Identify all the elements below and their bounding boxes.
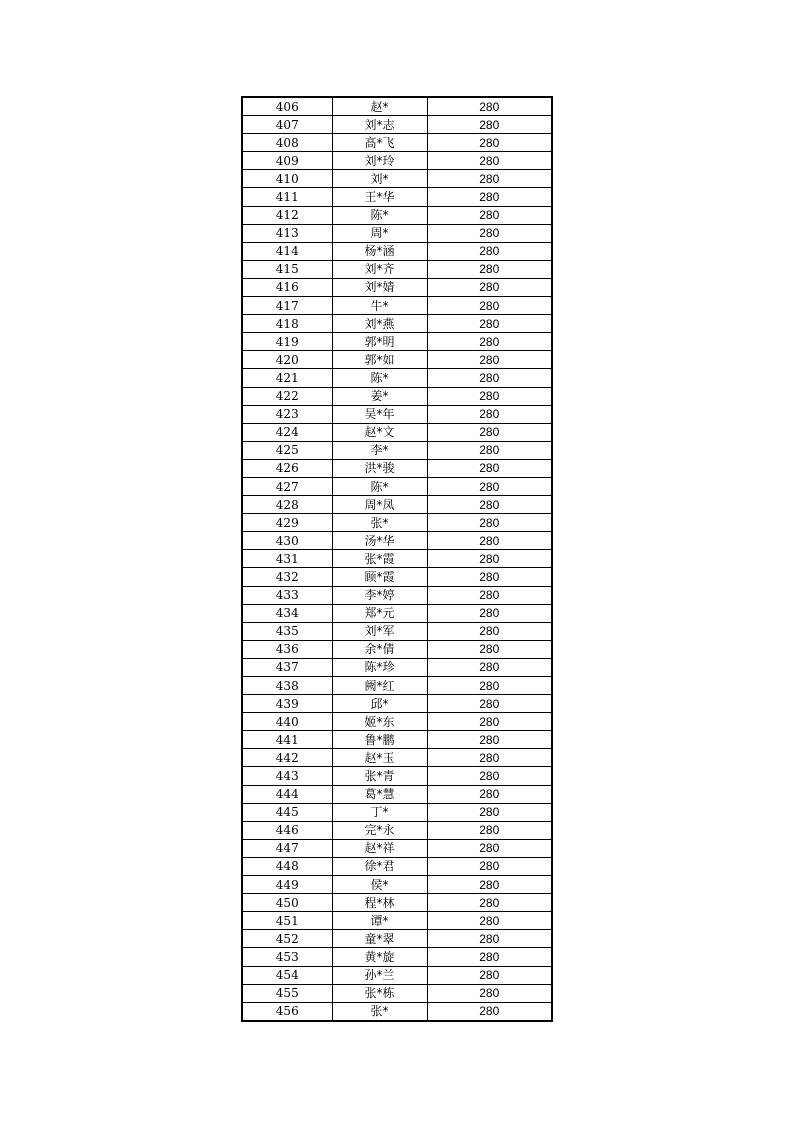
row-number-cell: 453 [242, 948, 332, 966]
name-cell: 牛* [332, 297, 427, 315]
table-row [242, 857, 552, 875]
name-cell: 葛*慧 [332, 785, 427, 803]
amount-cell: 280 [427, 532, 552, 550]
amount-cell: 280 [427, 297, 552, 315]
amount-cell: 280 [427, 550, 552, 568]
amount-cell: 280 [427, 459, 552, 477]
amount-cell: 280 [427, 242, 552, 260]
table-row [242, 640, 552, 658]
table-row [242, 695, 552, 713]
row-number-cell: 455 [242, 984, 332, 1002]
name-cell: 程*林 [332, 894, 427, 912]
row-number-cell: 449 [242, 876, 332, 894]
table-row [242, 278, 552, 296]
amount-cell: 280 [427, 857, 552, 875]
table-row [242, 586, 552, 604]
row-number-cell: 456 [242, 1002, 332, 1021]
name-cell: 陈* [332, 477, 427, 495]
name-cell: 郭*如 [332, 351, 427, 369]
amount-cell: 280 [427, 821, 552, 839]
table-row [242, 677, 552, 695]
amount-cell: 280 [427, 405, 552, 423]
table-row [242, 188, 552, 206]
name-cell: 陈* [332, 369, 427, 387]
name-cell: 童*翠 [332, 930, 427, 948]
row-number-cell: 444 [242, 785, 332, 803]
table-row [242, 876, 552, 894]
row-number-cell: 451 [242, 912, 332, 930]
row-number-cell: 415 [242, 260, 332, 278]
name-cell: 刘*燕 [332, 315, 427, 333]
name-cell: 张*霞 [332, 550, 427, 568]
amount-cell: 280 [427, 640, 552, 658]
name-cell: 杨*涵 [332, 242, 427, 260]
amount-cell: 280 [427, 658, 552, 676]
table-row [242, 496, 552, 514]
name-cell: 丁* [332, 803, 427, 821]
amount-cell: 280 [427, 152, 552, 170]
amount-cell: 280 [427, 224, 552, 242]
amount-cell: 280 [427, 749, 552, 767]
name-cell: 鲁*鹏 [332, 731, 427, 749]
name-cell: 完*永 [332, 821, 427, 839]
table-row [242, 260, 552, 278]
name-cell: 陈* [332, 206, 427, 224]
amount-cell: 280 [427, 260, 552, 278]
records-table [241, 96, 553, 1022]
row-number-cell: 431 [242, 550, 332, 568]
amount-cell: 280 [427, 1002, 552, 1021]
amount-cell: 280 [427, 586, 552, 604]
amount-cell: 280 [427, 839, 552, 857]
table-row [242, 170, 552, 188]
row-number-cell: 445 [242, 803, 332, 821]
name-cell: 张* [332, 514, 427, 532]
amount-cell: 280 [427, 912, 552, 930]
row-number-cell: 433 [242, 586, 332, 604]
table-row [242, 387, 552, 405]
row-number-cell: 442 [242, 749, 332, 767]
amount-cell: 280 [427, 315, 552, 333]
row-number-cell: 432 [242, 568, 332, 586]
table-row [242, 116, 552, 134]
name-cell: 陈*珍 [332, 658, 427, 676]
row-number-cell: 409 [242, 152, 332, 170]
row-number-cell: 406 [242, 97, 332, 116]
table-row [242, 97, 552, 116]
name-cell: 姜* [332, 387, 427, 405]
name-cell: 刘*玲 [332, 152, 427, 170]
table-row [242, 785, 552, 803]
row-number-cell: 443 [242, 767, 332, 785]
name-cell: 郑*元 [332, 604, 427, 622]
row-number-cell: 421 [242, 369, 332, 387]
amount-cell: 280 [427, 423, 552, 441]
row-number-cell: 440 [242, 713, 332, 731]
row-number-cell: 417 [242, 297, 332, 315]
name-cell: 阙*红 [332, 677, 427, 695]
name-cell: 张*栋 [332, 984, 427, 1002]
row-number-cell: 454 [242, 966, 332, 984]
amount-cell: 280 [427, 206, 552, 224]
name-cell: 赵*祥 [332, 839, 427, 857]
row-number-cell: 413 [242, 224, 332, 242]
row-number-cell: 428 [242, 496, 332, 514]
name-cell: 姬*东 [332, 713, 427, 731]
row-number-cell: 438 [242, 677, 332, 695]
table-row [242, 242, 552, 260]
amount-cell: 280 [427, 604, 552, 622]
name-cell: 余*倩 [332, 640, 427, 658]
row-number-cell: 416 [242, 278, 332, 296]
amount-cell: 280 [427, 713, 552, 731]
name-cell: 顾*霞 [332, 568, 427, 586]
table-row [242, 550, 552, 568]
table-row [242, 297, 552, 315]
name-cell: 汤*华 [332, 532, 427, 550]
name-cell: 张*青 [332, 767, 427, 785]
amount-cell: 280 [427, 97, 552, 116]
table-row [242, 369, 552, 387]
table-row [242, 405, 552, 423]
row-number-cell: 407 [242, 116, 332, 134]
table-row [242, 731, 552, 749]
row-number-cell: 424 [242, 423, 332, 441]
amount-cell: 280 [427, 876, 552, 894]
records-table-body [242, 97, 552, 1021]
table-row [242, 930, 552, 948]
table-row [242, 477, 552, 495]
table-row [242, 948, 552, 966]
name-cell: 邱* [332, 695, 427, 713]
table-row [242, 658, 552, 676]
row-number-cell: 447 [242, 839, 332, 857]
row-number-cell: 437 [242, 658, 332, 676]
amount-cell: 280 [427, 351, 552, 369]
amount-cell: 280 [427, 170, 552, 188]
amount-cell: 280 [427, 894, 552, 912]
amount-cell: 280 [427, 677, 552, 695]
table-row [242, 351, 552, 369]
table-row [242, 206, 552, 224]
table-row [242, 894, 552, 912]
amount-cell: 280 [427, 477, 552, 495]
name-cell: 刘*齐 [332, 260, 427, 278]
amount-cell: 280 [427, 116, 552, 134]
name-cell: 刘*军 [332, 622, 427, 640]
name-cell: 徐*君 [332, 857, 427, 875]
row-number-cell: 448 [242, 857, 332, 875]
name-cell: 吴*年 [332, 405, 427, 423]
table-row [242, 514, 552, 532]
table-row [242, 839, 552, 857]
row-number-cell: 425 [242, 441, 332, 459]
row-number-cell: 434 [242, 604, 332, 622]
row-number-cell: 436 [242, 640, 332, 658]
table-row [242, 767, 552, 785]
amount-cell: 280 [427, 695, 552, 713]
table-row [242, 152, 552, 170]
amount-cell: 280 [427, 496, 552, 514]
amount-cell: 280 [427, 984, 552, 1002]
amount-cell: 280 [427, 369, 552, 387]
row-number-cell: 423 [242, 405, 332, 423]
table-row [242, 568, 552, 586]
table-row [242, 984, 552, 1002]
row-number-cell: 430 [242, 532, 332, 550]
row-number-cell: 418 [242, 315, 332, 333]
table-row [242, 821, 552, 839]
table-row [242, 966, 552, 984]
table-row [242, 1002, 552, 1021]
name-cell: 李*婷 [332, 586, 427, 604]
table-row [242, 803, 552, 821]
name-cell: 刘* [332, 170, 427, 188]
name-cell: 高*飞 [332, 134, 427, 152]
name-cell: 李* [332, 441, 427, 459]
name-cell: 谭* [332, 912, 427, 930]
table-row [242, 224, 552, 242]
name-cell: 郭*明 [332, 333, 427, 351]
table-row [242, 604, 552, 622]
name-cell: 侯* [332, 876, 427, 894]
name-cell: 赵*玉 [332, 749, 427, 767]
amount-cell: 280 [427, 930, 552, 948]
amount-cell: 280 [427, 568, 552, 586]
name-cell: 王*华 [332, 188, 427, 206]
row-number-cell: 411 [242, 188, 332, 206]
amount-cell: 280 [427, 622, 552, 640]
amount-cell: 280 [427, 134, 552, 152]
table-row [242, 622, 552, 640]
amount-cell: 280 [427, 731, 552, 749]
row-number-cell: 420 [242, 351, 332, 369]
amount-cell: 280 [427, 767, 552, 785]
row-number-cell: 408 [242, 134, 332, 152]
row-number-cell: 439 [242, 695, 332, 713]
row-number-cell: 450 [242, 894, 332, 912]
name-cell: 黄*旋 [332, 948, 427, 966]
row-number-cell: 410 [242, 170, 332, 188]
row-number-cell: 412 [242, 206, 332, 224]
table-row [242, 532, 552, 550]
amount-cell: 280 [427, 803, 552, 821]
row-number-cell: 446 [242, 821, 332, 839]
name-cell: 刘*婧 [332, 278, 427, 296]
name-cell: 周*凤 [332, 496, 427, 514]
row-number-cell: 435 [242, 622, 332, 640]
row-number-cell: 426 [242, 459, 332, 477]
table-row [242, 315, 552, 333]
table-row [242, 441, 552, 459]
amount-cell: 280 [427, 948, 552, 966]
name-cell: 周* [332, 224, 427, 242]
table-row [242, 423, 552, 441]
amount-cell: 280 [427, 441, 552, 459]
row-number-cell: 452 [242, 930, 332, 948]
row-number-cell: 419 [242, 333, 332, 351]
amount-cell: 280 [427, 333, 552, 351]
name-cell: 刘*志 [332, 116, 427, 134]
table-row [242, 912, 552, 930]
amount-cell: 280 [427, 188, 552, 206]
name-cell: 孙*兰 [332, 966, 427, 984]
row-number-cell: 427 [242, 477, 332, 495]
row-number-cell: 441 [242, 731, 332, 749]
table-row [242, 459, 552, 477]
amount-cell: 280 [427, 278, 552, 296]
row-number-cell: 429 [242, 514, 332, 532]
name-cell: 赵*文 [332, 423, 427, 441]
table-row [242, 134, 552, 152]
amount-cell: 280 [427, 514, 552, 532]
name-cell: 洪*骏 [332, 459, 427, 477]
amount-cell: 280 [427, 785, 552, 803]
table-row [242, 749, 552, 767]
row-number-cell: 422 [242, 387, 332, 405]
row-number-cell: 414 [242, 242, 332, 260]
name-cell: 张* [332, 1002, 427, 1021]
table-row [242, 333, 552, 351]
table-row [242, 713, 552, 731]
name-cell: 赵* [332, 97, 427, 116]
amount-cell: 280 [427, 966, 552, 984]
amount-cell: 280 [427, 387, 552, 405]
